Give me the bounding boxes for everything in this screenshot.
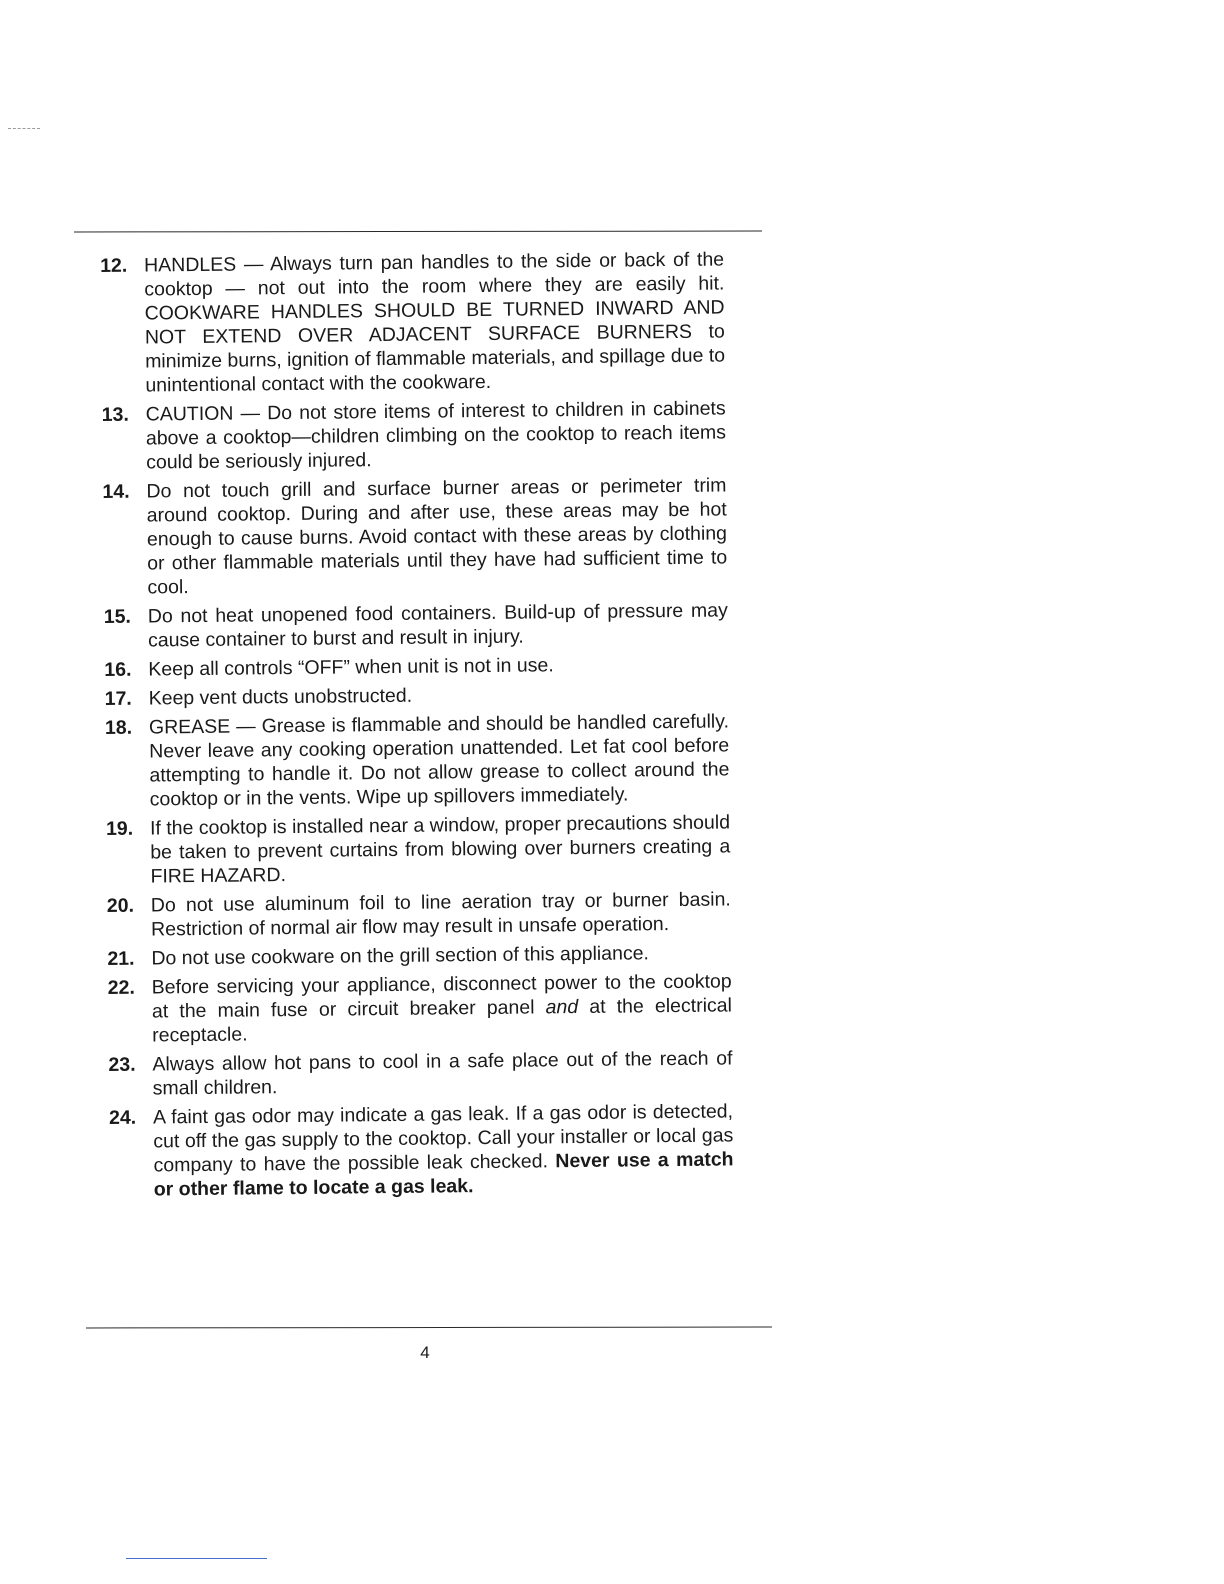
list-item (108, 1046, 732, 1101)
scan-margin-mark (8, 128, 40, 129)
item-text (153, 1099, 734, 1201)
item-number: 13. (101, 403, 129, 426)
item-number: 20. (106, 894, 135, 917)
item-number: 18. (104, 716, 133, 739)
page-number: 4 (420, 1343, 430, 1362)
item-text: HANDLES — Always turn pan handles to the side or back of the cooktop — not out into the room where they are easily hit. COOKWARE HANDLES SHOULD BE TURNED INWARD AND NOT EXTEND OVER ADJACENT SURFACE BURNERS to minimize burns, ignition of flammable materials, and spillage due to unintentional contact with the cookware. (144, 248, 726, 397)
item-text: Do not touch grill and surface burner areas or perimeter trim around cooktop. During and after use, these areas may be hot enough to cause burns. Avoid contact with these areas by clothing or other flammable materials until they have had sufficient time to cool. (146, 474, 728, 599)
item-number: 14. (102, 480, 130, 503)
item-text-emphasis: and (545, 996, 579, 1019)
item-text: Do not heat unopened food containers. Build-up of pressure may cause container to burst and result in injury. (147, 599, 728, 652)
item-number: 23. (108, 1053, 136, 1076)
list-item (102, 473, 727, 600)
item-text: If the cooktop is installed near a window, proper precautions should be taken to prevent curtains from blowing over burners creating a FIRE HAZARD. (149, 811, 731, 888)
item-number: 19. (105, 817, 134, 840)
item-number: 17. (104, 687, 132, 710)
item-number: 15. (103, 605, 132, 628)
item-text: Do not use cookware on the grill section of this appliance. (151, 942, 650, 970)
item-text: Keep vent ducts unobstructed. (148, 684, 413, 710)
item-text: GREASE — Grease is flammable and should be handled carefully. Never leave any cooking operation unattended. Let fat cool before attempting to handle it. Do not allow grease to collect around the cooktop or in the vents. Wipe up spillovers immediately. (148, 710, 730, 811)
item-text: Always allow hot pans to cool in a safe place out of the reach of small children. (152, 1047, 733, 1100)
list-item (106, 810, 731, 889)
item-text: Do not use aluminum foil to line aeration tray or burner basin. Restriction of normal air flow may result in unsafe operation. (150, 888, 731, 941)
list-item (109, 1099, 734, 1202)
item-text-part: A faint gas odor may indicate a gas leak. If a gas odor is detected, cut off the gas supply to the cooktop. Call your installer or local gas company to have the possible leak checked. (152, 1100, 734, 1177)
list-item (105, 680, 729, 711)
safety-instructions-list (100, 247, 734, 1206)
item-text: Keep all controls “OFF” when unit is not in use. (148, 654, 554, 681)
item-number: 12. (100, 254, 128, 277)
footer-underline (126, 1558, 267, 1559)
list-item (108, 969, 733, 1048)
list-item (107, 940, 731, 971)
item-text-part: Before servicing your appliance, disconnect power to the cooktop at the main fuse or circuit breaker panel (151, 970, 732, 1023)
list-item (102, 396, 727, 475)
list-item (105, 709, 730, 812)
item-text (152, 969, 733, 1047)
item-text-part: at the electrical receptacle. (152, 994, 733, 1047)
list-item (104, 651, 728, 682)
bottom-rule (86, 1327, 772, 1329)
list-item (107, 887, 731, 942)
item-text-warning: Never use a match or other flame to locate a gas leak. (153, 1148, 734, 1201)
list-item (100, 247, 725, 398)
list-item (104, 598, 728, 653)
item-number: 24. (108, 1106, 137, 1129)
item-number: 21. (107, 947, 135, 970)
item-number: 22. (107, 976, 135, 999)
item-number: 16. (104, 658, 132, 681)
item-text: CAUTION — Do not store items of interest to children in cabinets above a cooktop—children climbing on the cooktop to reach items could be seriously injured. (145, 397, 727, 474)
top-rule (74, 231, 762, 233)
